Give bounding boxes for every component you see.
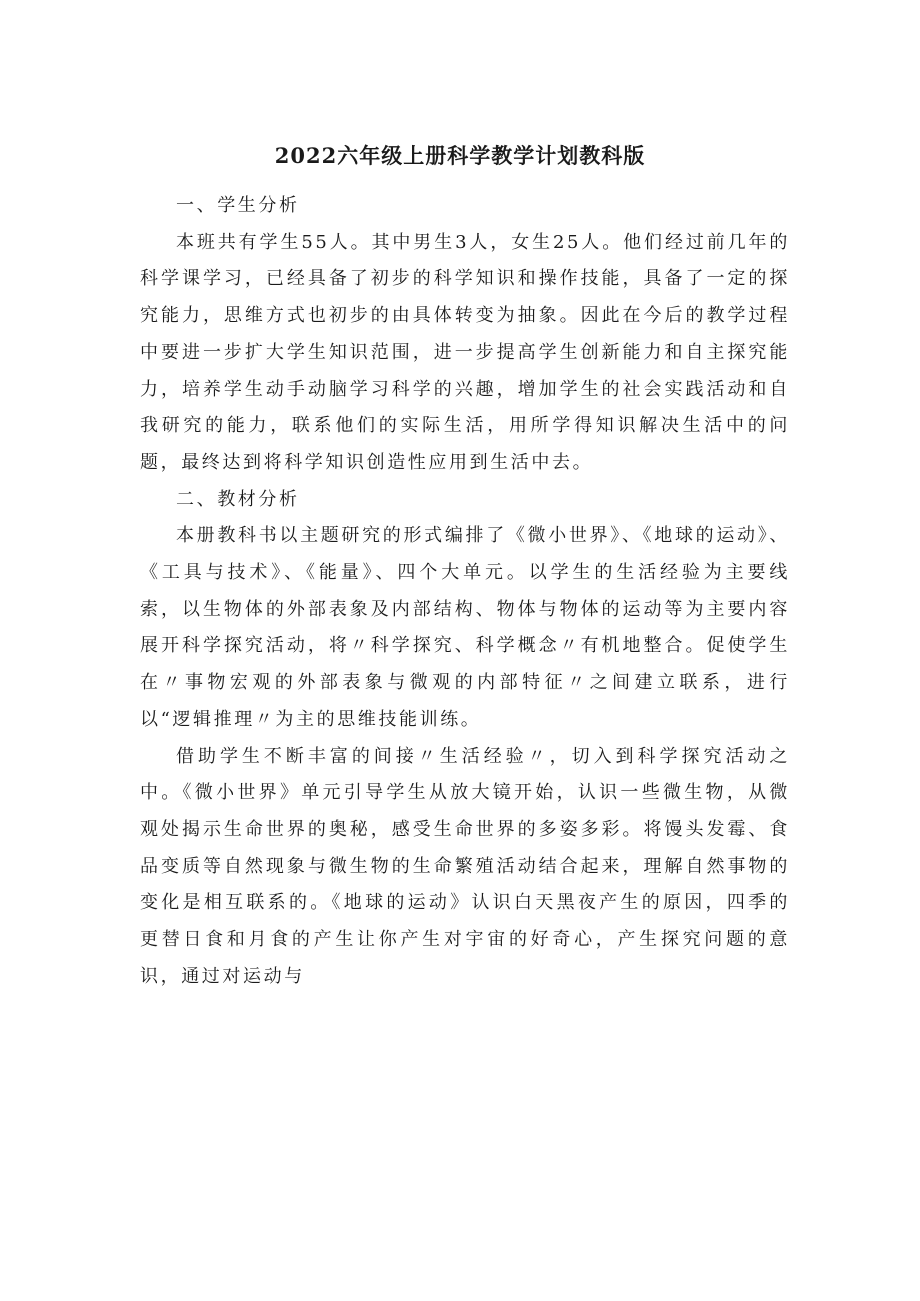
document-body — [140, 188, 790, 995]
paragraph-textbook-units: 借助学生不断丰富的间接〃生活经验〃，切入到科学探究活动之中。《微小世界》单元引导学生从放大镜开始，认识一些微生物，从微观处揭示生命世界的奥秘，感受生命世界的多姿多彩。将馒头发霉、食品变质等自然现象与微生物的生命繁殖活动结合起来，理解自然事物的变化是相互联系的。《地球的运动》认识白天黑夜产生的原因，四季的更替日食和月食的产生让你产生对宇宙的好奇心，产生探究问题的意识，通过对运动与 — [140, 745, 790, 987]
section-heading-textbook-analysis: 二、教材分析 — [176, 488, 300, 510]
paragraph-textbook-overview: 本册教科书以主题研究的形式编排了《微小世界》、《地球的运动》、《工具与技术》、《能量》、四个大单元。以学生的生活经验为主要线索，以生物体的外部表象及内部结构、物体与物体的运动等为主要内容展开科学探究活动，将〃科学探究、科学概念〃有机地整合。促使学生在〃事物宏观的外部表象与微观的内部特征〃之间建立联系，进行以“逻辑推理〃为主的思维技能训练。 — [140, 525, 790, 730]
paragraph-student-analysis: 本班共有学生55人。其中男生3人，女生25人。他们经过前几年的科学课学习，已经具备了初步的科学知识和操作技能，具备了一定的探究能力，思维方式也初步的由具体转变为抽象。因此在今后的教学过程中要进一步扩大学生知识范围，进一步提高学生创新能力和自主探究能力，培养学生动手动脑学习科学的兴趣，增加学生的社会实践活动和自我研究的能力，联系他们的实际生活，用所学得知识解决生活中的问题，最终达到将科学知识创造性应用到生活中去。 — [140, 231, 790, 473]
section-heading-student-analysis: 一、学生分析 — [176, 195, 300, 216]
document-title: 2022六年级上册科学教学计划教科版 — [274, 143, 646, 168]
